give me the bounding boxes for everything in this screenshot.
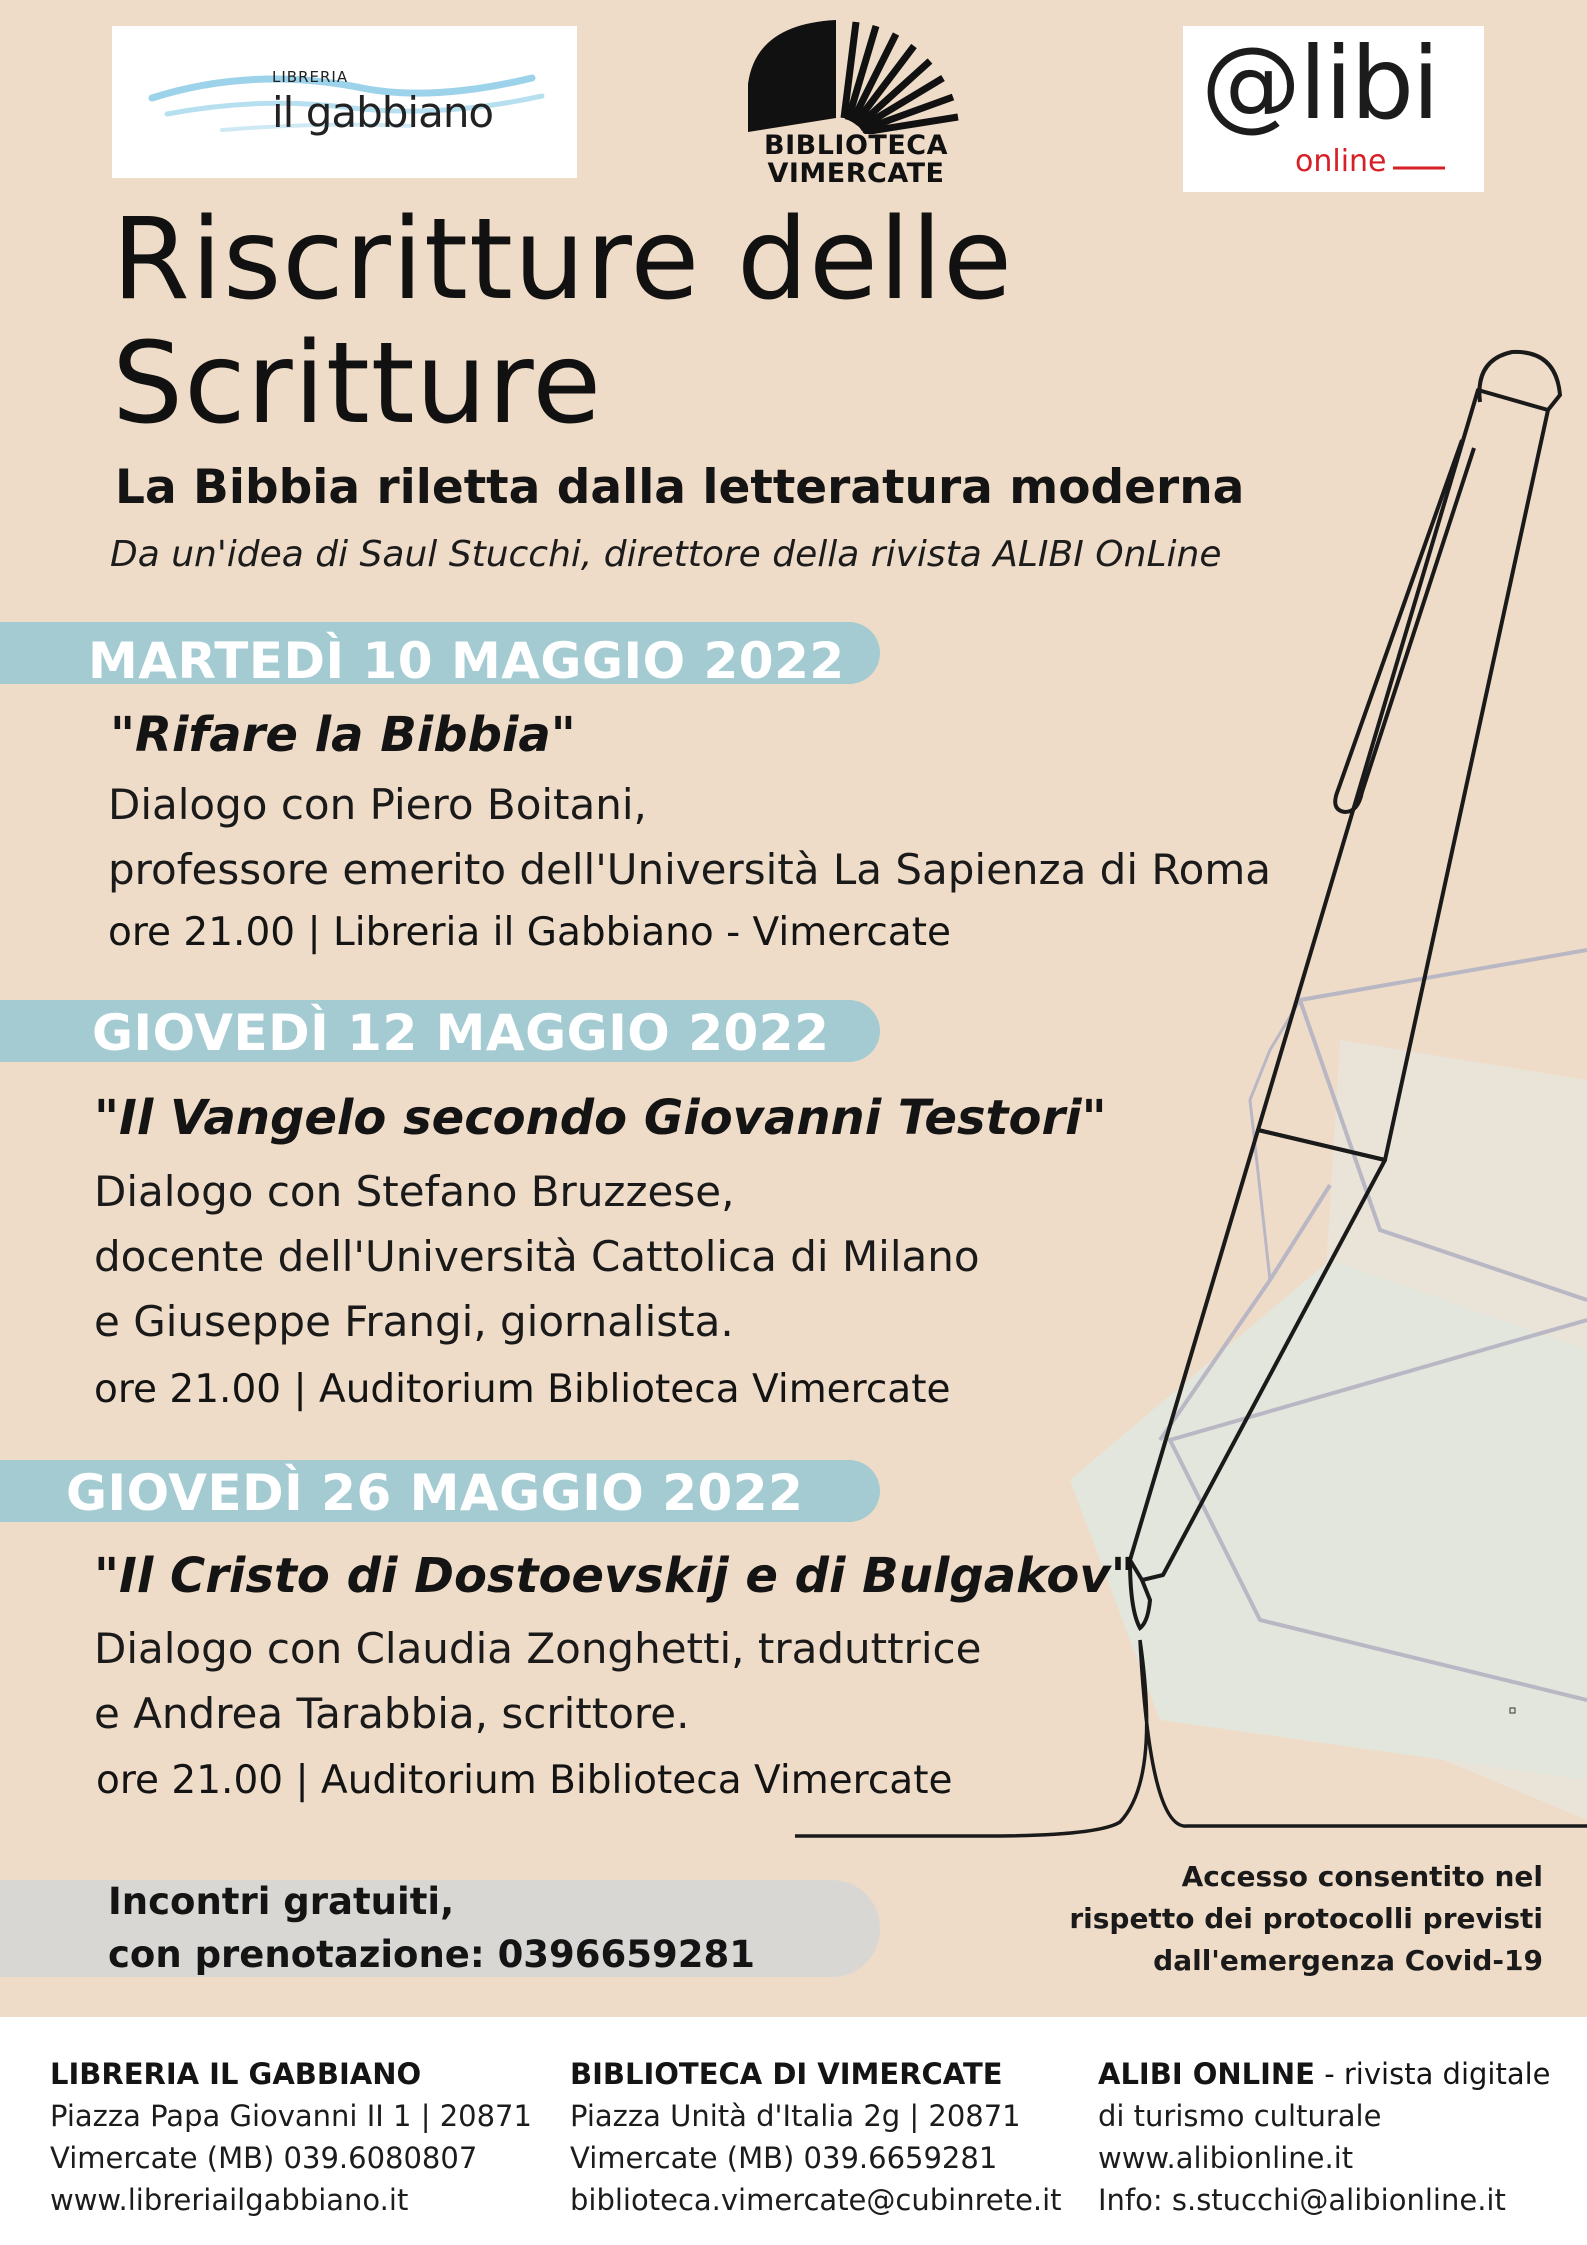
covid-note-line-1: Accesso consentito nel bbox=[1181, 1860, 1543, 1893]
page-title-line2: Scritture bbox=[112, 319, 603, 449]
event-2-time: ore 21.00 | Auditorium Biblioteca Vimercate bbox=[94, 1367, 951, 1412]
pen-barrel bbox=[1258, 390, 1548, 1160]
footer-gabbiano-website[interactable]: www.libreriailgabbiano.it bbox=[50, 2183, 409, 2217]
page-title-line1: Riscritture delle bbox=[112, 195, 1014, 325]
footer-alibi-suffix: - rivista digitale bbox=[1314, 2057, 1551, 2091]
subtitle: La Bibbia riletta dalla letteratura moderna bbox=[115, 460, 1245, 515]
event-3-title: "Il Cristo di Dostoevskij e di Bulgakov" bbox=[94, 1548, 1136, 1604]
event-2-title: "Il Vangelo secondo Giovanni Testori" bbox=[94, 1090, 1107, 1146]
event-1-date: MARTEDÌ 10 MAGGIO 2022 bbox=[88, 632, 845, 690]
footer-biblioteca-city-phone: Vimercate (MB) 039.6659281 bbox=[570, 2141, 998, 2175]
footer-alibi bbox=[1098, 2053, 1551, 2221]
event-2-date: GIOVEDÌ 12 MAGGIO 2022 bbox=[92, 1004, 830, 1062]
free-booking-line-1: Incontri gratuiti, bbox=[108, 1880, 455, 1923]
footer-alibi-email[interactable]: Info: s.stucchi@alibionline.it bbox=[1098, 2183, 1506, 2217]
event-1-line-2: professore emerito dell'Università La Sapienza di Roma bbox=[108, 845, 1271, 894]
event-3-time: ore 21.00 | Auditorium Biblioteca Vimercate bbox=[96, 1758, 953, 1803]
footer-alibi-website[interactable]: www.alibionline.it bbox=[1098, 2141, 1354, 2175]
libreria-gabbiano-logo bbox=[112, 26, 577, 178]
free-booking-line-2: con prenotazione: 0396659281 bbox=[108, 1933, 756, 1976]
event-3-line-2: e Andrea Tarabbia, scrittore. bbox=[94, 1689, 690, 1738]
covid-note-line-3: dall'emergenza Covid-19 bbox=[1153, 1944, 1543, 1977]
footer-gabbiano bbox=[50, 2053, 532, 2221]
footer-biblioteca-email[interactable]: biblioteca.vimercate@cubinrete.it bbox=[570, 2183, 1062, 2217]
footer-alibi-name: ALIBI ONLINE bbox=[1098, 2057, 1315, 2091]
open-book-fan-icon bbox=[726, 14, 986, 134]
event-1-line-1: Dialogo con Piero Boitani, bbox=[108, 780, 647, 829]
credit-line: Da un'idea di Saul Stucchi, direttore della rivista ALIBI OnLine bbox=[110, 534, 1222, 575]
biblioteca-logo-line2: VIMERCATE bbox=[767, 158, 945, 189]
biblioteca-vimercate-logo bbox=[726, 14, 986, 189]
alibi-logo-main-text: @libi bbox=[1201, 25, 1438, 142]
event-1-title: "Rifare la Bibbia" bbox=[110, 707, 576, 763]
gabbiano-logo-small-text: LIBRERIA bbox=[272, 68, 349, 86]
page-title bbox=[112, 195, 1014, 449]
footer-biblioteca bbox=[570, 2053, 1062, 2221]
footer-biblioteca-name: BIBLIOTECA DI VIMERCATE bbox=[570, 2057, 1003, 2091]
footer-gabbiano-address: Piazza Papa Giovanni II 1 | 20871 bbox=[50, 2099, 532, 2133]
event-3-date: GIOVEDÌ 26 MAGGIO 2022 bbox=[66, 1464, 804, 1522]
alibi-logo-online-text: online bbox=[1295, 144, 1387, 179]
footer-alibi-heading bbox=[1098, 2053, 1551, 2095]
event-2-line-1: Dialogo con Stefano Bruzzese, bbox=[94, 1167, 735, 1216]
footer-gabbiano-name: LIBRERIA IL GABBIANO bbox=[50, 2057, 422, 2091]
covid-note-line-2: rispetto dei protocolli previsti bbox=[1069, 1902, 1543, 1935]
event-1-time: ore 21.00 | Libreria il Gabbiano - Vimercate bbox=[108, 910, 951, 955]
footer bbox=[0, 2017, 1587, 2245]
footer-gabbiano-city-phone: Vimercate (MB) 039.6080807 bbox=[50, 2141, 478, 2175]
footer-biblioteca-address: Piazza Unità d'Italia 2g | 20871 bbox=[570, 2099, 1021, 2133]
event-2-line-2: docente dell'Università Cattolica di Milano bbox=[94, 1232, 980, 1281]
gabbiano-logo-big-text: il gabbiano bbox=[272, 88, 494, 137]
pen-clip bbox=[1335, 440, 1474, 812]
biblioteca-logo-line1: BIBLIOTECA bbox=[764, 130, 948, 161]
alibi-underline-icon bbox=[1183, 26, 1484, 192]
alibi-online-logo bbox=[1183, 26, 1484, 192]
event-3-line-1: Dialogo con Claudia Zonghetti, traduttrice bbox=[94, 1624, 982, 1673]
footer-alibi-description: di turismo culturale bbox=[1098, 2099, 1382, 2133]
event-2-line-3: e Giuseppe Frangi, giornalista. bbox=[94, 1297, 734, 1346]
